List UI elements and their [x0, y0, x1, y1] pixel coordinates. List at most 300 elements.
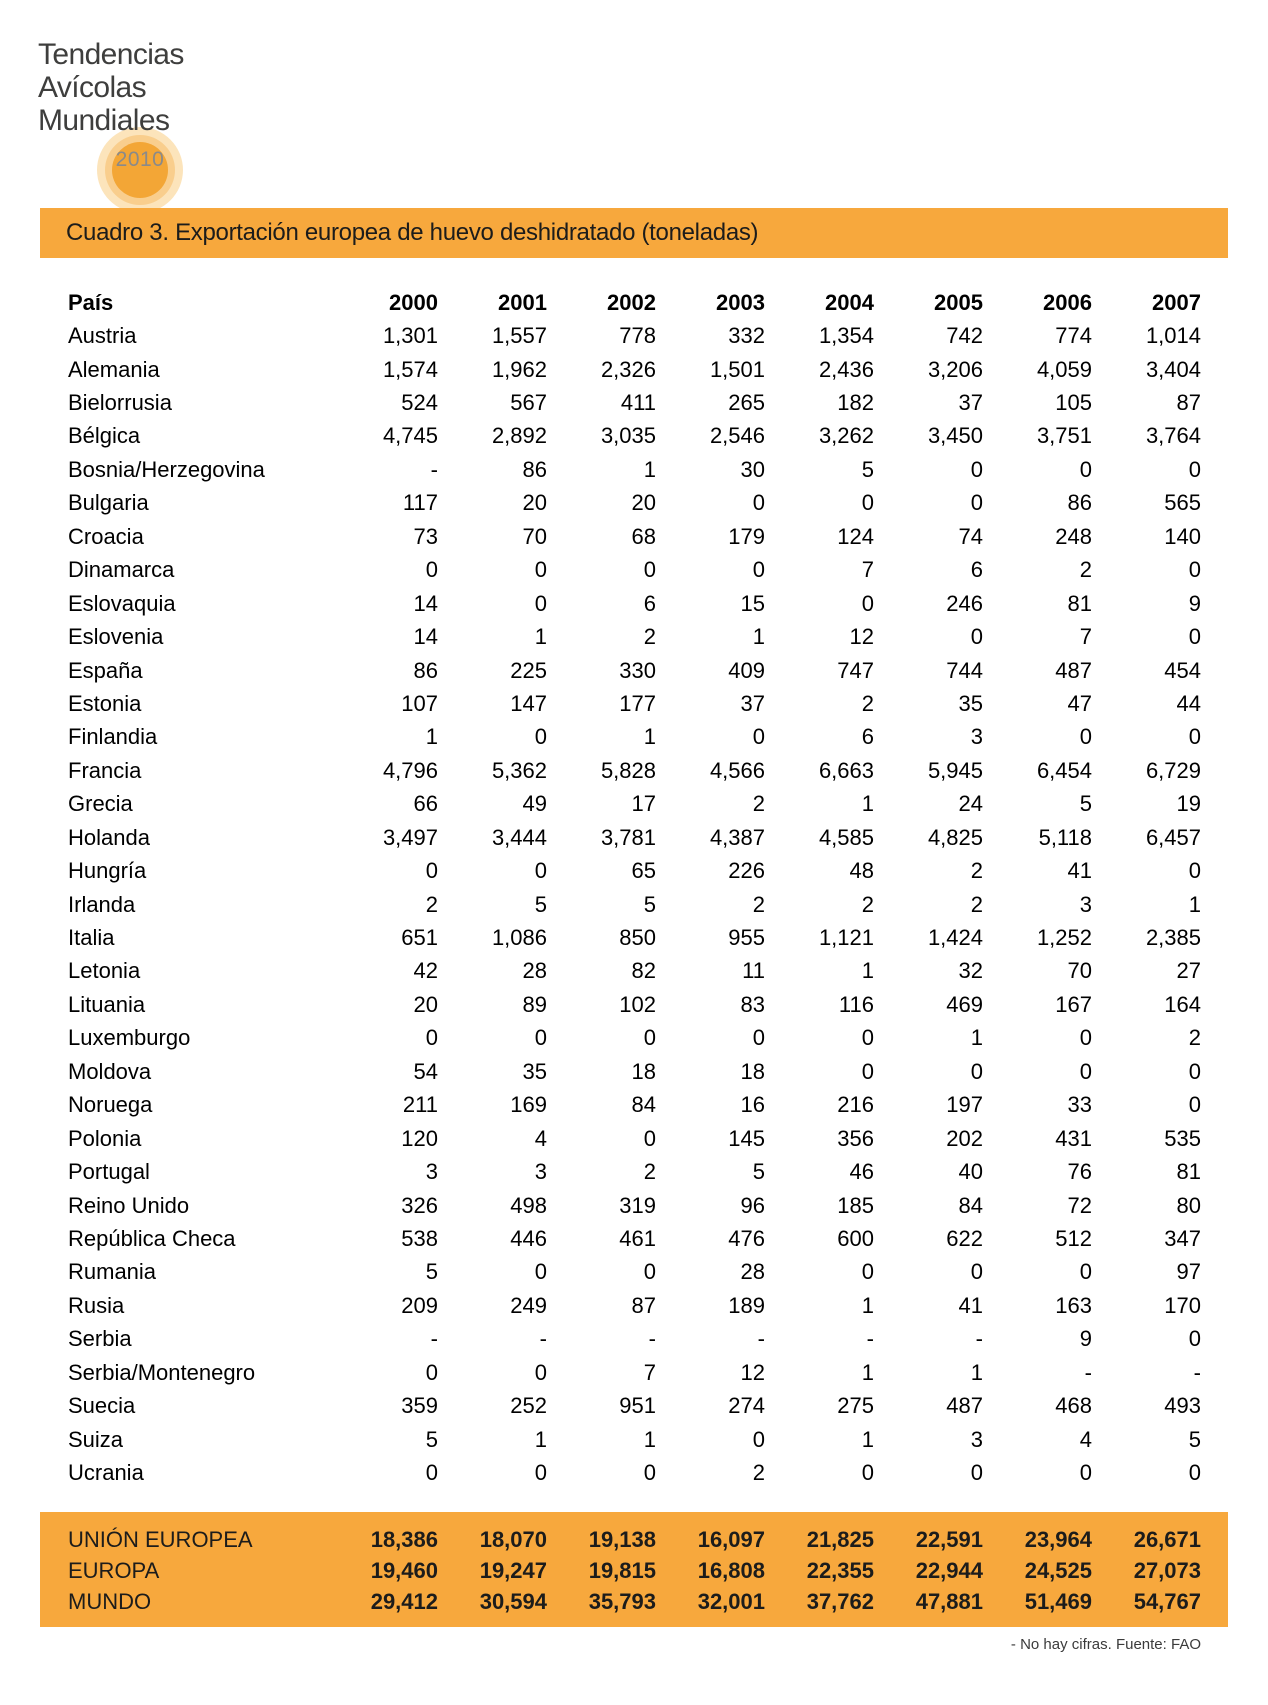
value-cell: 3,206 — [927, 356, 983, 382]
country-name: Ucrania — [68, 1460, 144, 1486]
totals-label: UNIÓN EUROPEA — [68, 1526, 253, 1552]
country-name: Finlandia — [68, 724, 158, 750]
year-column-header: 2007 — [1152, 289, 1201, 315]
value-cell: 0 — [1188, 1058, 1201, 1084]
country-name: Rumania — [68, 1259, 157, 1285]
value-cell: 102 — [619, 991, 656, 1017]
table-row — [68, 1122, 1201, 1155]
table-row — [68, 1256, 1201, 1289]
country-name: Moldova — [68, 1058, 152, 1084]
value-cell: 117 — [402, 490, 438, 516]
value-cell: 86 — [1067, 490, 1092, 516]
value-cell: 498 — [510, 1192, 547, 1218]
totals-value-cell: 37,762 — [806, 1588, 874, 1614]
value-cell: 0 — [752, 1025, 765, 1051]
totals-value-cell: 54,767 — [1133, 1588, 1201, 1614]
country-name: Italia — [68, 925, 115, 951]
value-cell: 0 — [425, 1025, 438, 1051]
logo-line-3: Mundiales — [38, 104, 170, 137]
country-name: Luxemburgo — [68, 1025, 191, 1051]
value-cell: 3,764 — [1145, 423, 1201, 449]
country-name: Serbia/Montenegro — [68, 1359, 256, 1385]
value-cell: 5,945 — [927, 757, 983, 783]
value-cell: - — [648, 1326, 656, 1352]
value-cell: 347 — [1164, 1225, 1201, 1251]
country-name: Hungría — [68, 858, 147, 884]
value-cell: 265 — [728, 390, 765, 416]
value-cell: 744 — [946, 657, 983, 683]
totals-value-cell: 51,469 — [1024, 1588, 1092, 1614]
value-cell: 0 — [1079, 1259, 1092, 1285]
value-cell: 3,781 — [600, 824, 656, 850]
country-name: Bulgaria — [68, 490, 149, 516]
value-cell: 124 — [837, 523, 874, 549]
value-cell: 1 — [752, 624, 765, 650]
value-cell: 0 — [1188, 724, 1201, 750]
value-cell: 2,385 — [1145, 925, 1201, 951]
value-cell: 145 — [728, 1125, 765, 1151]
value-cell: 20 — [413, 991, 438, 1017]
value-cell: 70 — [1067, 958, 1092, 984]
value-cell: 163 — [1055, 1292, 1092, 1318]
value-cell: 275 — [837, 1393, 874, 1419]
year-column-header: 2004 — [825, 289, 874, 315]
totals-value-cell: 22,355 — [806, 1557, 874, 1583]
totals-value-cell: 32,001 — [697, 1588, 765, 1614]
value-cell: 11 — [742, 958, 765, 984]
logo-line-2: Avícolas — [38, 71, 147, 104]
value-cell: 5 — [752, 1159, 765, 1185]
value-cell: 20 — [522, 490, 547, 516]
value-cell: 5,362 — [491, 757, 547, 783]
value-cell: 2 — [643, 1159, 656, 1185]
value-cell: 0 — [643, 1460, 656, 1486]
value-cell: 651 — [401, 925, 438, 951]
value-cell: 0 — [1188, 858, 1201, 884]
value-cell: 2 — [425, 891, 438, 917]
table-row — [68, 1389, 1201, 1422]
value-cell: 74 — [958, 523, 983, 549]
value-cell: 5 — [643, 891, 656, 917]
table-row — [68, 1356, 1201, 1389]
value-cell: 7 — [861, 557, 874, 583]
table-row — [68, 520, 1201, 553]
value-cell: 54 — [413, 1058, 438, 1084]
value-cell: 2 — [752, 1460, 765, 1486]
value-cell: 66 — [413, 791, 438, 817]
value-cell: 538 — [401, 1225, 438, 1251]
value-cell: 202 — [946, 1125, 983, 1151]
value-cell: 1,252 — [1036, 925, 1092, 951]
value-cell: 1,962 — [491, 356, 547, 382]
value-cell: 0 — [425, 1359, 438, 1385]
table-caption-bar — [40, 208, 1228, 258]
totals-value-cell: 30,594 — [479, 1588, 547, 1614]
value-cell: 4,387 — [709, 824, 765, 850]
value-cell: 81 — [1176, 1159, 1201, 1185]
table-row — [68, 1155, 1201, 1188]
value-cell: 330 — [619, 657, 656, 683]
value-cell: 24 — [958, 791, 983, 817]
value-cell: 326 — [401, 1192, 438, 1218]
value-cell: 0 — [1188, 456, 1201, 482]
value-cell: 274 — [728, 1393, 765, 1419]
totals-label: MUNDO — [68, 1588, 152, 1614]
value-cell: 0 — [534, 724, 547, 750]
value-cell: 1,424 — [927, 925, 983, 951]
value-cell: 0 — [1079, 1058, 1092, 1084]
value-cell: 37 — [958, 390, 983, 416]
value-cell: 0 — [534, 557, 547, 583]
totals-row — [68, 1586, 1201, 1617]
country-name: Serbia — [68, 1326, 132, 1352]
value-cell: 30 — [740, 456, 765, 482]
value-cell: 1 — [861, 958, 874, 984]
value-cell: 0 — [1079, 1025, 1092, 1051]
value-cell: 2 — [1188, 1025, 1201, 1051]
value-cell: 1 — [861, 1292, 874, 1318]
value-cell: 567 — [510, 390, 547, 416]
value-cell: 28 — [522, 958, 547, 984]
value-cell: 17 — [631, 791, 656, 817]
value-cell: 185 — [837, 1192, 874, 1218]
table-row — [68, 587, 1201, 620]
value-cell: 0 — [752, 490, 765, 516]
value-cell: 951 — [619, 1393, 656, 1419]
value-cell: 5 — [1079, 791, 1092, 817]
value-cell: 3 — [970, 1426, 983, 1452]
value-cell: - — [539, 1326, 547, 1352]
value-cell: 37 — [740, 690, 765, 716]
country-name: Estonia — [68, 690, 142, 716]
value-cell: 0 — [425, 557, 438, 583]
value-cell: 2 — [752, 791, 765, 817]
table-row — [68, 453, 1201, 486]
value-cell: 3,035 — [600, 423, 656, 449]
value-cell: 565 — [1164, 490, 1201, 516]
totals-value-cell: 19,138 — [588, 1526, 656, 1552]
table-row — [68, 821, 1201, 854]
value-cell: 84 — [958, 1192, 983, 1218]
value-cell: 96 — [740, 1192, 765, 1218]
value-cell: 216 — [837, 1092, 874, 1118]
value-cell: 189 — [728, 1292, 765, 1318]
value-cell: 0 — [1188, 1326, 1201, 1352]
country-name: Eslovenia — [68, 624, 164, 650]
totals-row — [68, 1524, 1201, 1555]
table-row — [68, 1022, 1201, 1055]
totals-value-cell: 35,793 — [588, 1588, 656, 1614]
value-cell: 3 — [425, 1159, 438, 1185]
table-row — [68, 1423, 1201, 1456]
value-cell: 0 — [1188, 1092, 1201, 1118]
value-cell: 524 — [401, 390, 438, 416]
value-cell: 3,404 — [1145, 356, 1201, 382]
value-cell: 70 — [522, 523, 547, 549]
value-cell: 1,086 — [491, 925, 547, 951]
value-cell: 1 — [861, 791, 874, 817]
value-cell: 4,745 — [382, 423, 438, 449]
value-cell: 487 — [1055, 657, 1092, 683]
value-cell: 0 — [752, 1426, 765, 1452]
value-cell: 211 — [402, 1092, 438, 1118]
value-cell: 356 — [837, 1125, 874, 1151]
value-cell: 5 — [425, 1259, 438, 1285]
value-cell: 4,059 — [1036, 356, 1092, 382]
value-cell: 850 — [619, 925, 656, 951]
country-name: Austria — [68, 323, 137, 349]
table-row — [68, 554, 1201, 587]
value-cell: 7 — [643, 1359, 656, 1385]
country-name: Holanda — [68, 824, 150, 850]
table-row — [68, 386, 1201, 419]
value-cell: 18 — [740, 1058, 765, 1084]
value-cell: 80 — [1176, 1192, 1201, 1218]
publication-logo — [38, 38, 184, 137]
value-cell: 140 — [1164, 523, 1201, 549]
totals-value-cell: 19,247 — [479, 1557, 547, 1583]
value-cell: 169 — [510, 1092, 547, 1118]
totals-row — [68, 1555, 1201, 1586]
value-cell: 0 — [970, 624, 983, 650]
value-cell: 600 — [837, 1225, 874, 1251]
value-cell: 461 — [619, 1225, 656, 1251]
value-cell: 747 — [837, 657, 874, 683]
value-cell: 0 — [861, 590, 874, 616]
value-cell: 0 — [643, 1125, 656, 1151]
value-cell: 0 — [861, 1025, 874, 1051]
value-cell: 446 — [510, 1225, 547, 1251]
value-cell: 6,457 — [1145, 824, 1201, 850]
value-cell: 18 — [631, 1058, 656, 1084]
country-name: Bosnia/Herzegovina — [68, 456, 265, 482]
table-row — [68, 654, 1201, 687]
table-row — [68, 888, 1201, 921]
value-cell: 116 — [838, 991, 874, 1017]
value-cell: 68 — [631, 523, 656, 549]
value-cell: 41 — [958, 1292, 983, 1318]
country-name: Suecia — [68, 1393, 136, 1419]
totals-value-cell: 18,386 — [370, 1526, 438, 1552]
value-cell: 84 — [631, 1092, 656, 1118]
year-column-header: 2000 — [389, 289, 438, 315]
table-row — [68, 620, 1201, 653]
totals-bar — [40, 1512, 1228, 1627]
value-cell: 1 — [534, 1426, 547, 1452]
value-cell: - — [975, 1326, 983, 1352]
value-cell: 411 — [620, 390, 656, 416]
value-cell: 0 — [643, 1259, 656, 1285]
value-cell: 179 — [728, 523, 765, 549]
value-cell: - — [757, 1326, 765, 1352]
value-cell: 1,557 — [491, 323, 547, 349]
value-cell: 177 — [619, 690, 656, 716]
logo-year-badge: 2010 — [115, 148, 165, 171]
totals-value-cell: 22,944 — [915, 1557, 983, 1583]
value-cell: 468 — [1055, 1393, 1092, 1419]
value-cell: 225 — [510, 657, 547, 683]
value-cell: 44 — [1176, 690, 1201, 716]
table-row — [68, 854, 1201, 887]
value-cell: 742 — [946, 323, 983, 349]
value-cell: 2,436 — [818, 356, 874, 382]
value-cell: 35 — [958, 690, 983, 716]
value-cell: 170 — [1164, 1292, 1201, 1318]
value-cell: 0 — [1079, 1460, 1092, 1486]
value-cell: 0 — [534, 1359, 547, 1385]
value-cell: 1,014 — [1145, 323, 1201, 349]
value-cell: 0 — [1188, 624, 1201, 650]
year-column-header: 2006 — [1043, 289, 1092, 315]
value-cell: 12 — [740, 1359, 765, 1385]
value-cell: 20 — [631, 490, 656, 516]
totals-value-cell: 16,097 — [697, 1526, 765, 1552]
country-name: Lituania — [68, 991, 146, 1017]
table-row — [68, 420, 1201, 453]
totals-value-cell: 21,825 — [806, 1526, 874, 1552]
country-name: Alemania — [68, 356, 160, 382]
totals-value-cell: 19,815 — [588, 1557, 656, 1583]
value-cell: 0 — [534, 1025, 547, 1051]
value-cell: 82 — [631, 958, 656, 984]
table-row — [68, 687, 1201, 720]
value-cell: 2 — [970, 858, 983, 884]
value-cell: 1,574 — [382, 356, 438, 382]
value-cell: 4,796 — [382, 757, 438, 783]
value-cell: 19 — [1176, 791, 1201, 817]
value-cell: 42 — [413, 958, 438, 984]
table-row — [68, 1189, 1201, 1222]
value-cell: 535 — [1164, 1125, 1201, 1151]
table-row — [68, 788, 1201, 821]
value-cell: 73 — [413, 523, 438, 549]
country-name: Grecia — [68, 791, 133, 817]
value-cell: 252 — [510, 1393, 547, 1419]
value-cell: 3,751 — [1036, 423, 1092, 449]
value-cell: 3 — [1079, 891, 1092, 917]
value-cell: 86 — [522, 456, 547, 482]
value-cell: 0 — [970, 1460, 983, 1486]
value-cell: 5,828 — [600, 757, 656, 783]
value-cell: 1 — [970, 1025, 983, 1051]
value-cell: 0 — [643, 1025, 656, 1051]
country-column-header: País — [68, 289, 114, 315]
table-row — [68, 988, 1201, 1021]
value-cell: 167 — [1055, 991, 1092, 1017]
value-cell: 0 — [534, 590, 547, 616]
year-column-header: 2003 — [716, 289, 765, 315]
totals-label: EUROPA — [68, 1557, 160, 1583]
value-cell: - — [866, 1326, 874, 1352]
value-cell: 48 — [849, 858, 874, 884]
value-cell: 81 — [1067, 590, 1092, 616]
value-cell: 359 — [401, 1393, 438, 1419]
value-cell: 4,585 — [818, 824, 874, 850]
value-cell: 0 — [970, 490, 983, 516]
value-cell: 1,501 — [709, 356, 765, 382]
value-cell: - — [430, 1326, 438, 1352]
value-cell: 15 — [740, 590, 765, 616]
value-cell: 1 — [643, 456, 656, 482]
value-cell: 512 — [1055, 1225, 1092, 1251]
value-cell: 1 — [425, 724, 438, 750]
totals-value-cell: 16,808 — [697, 1557, 765, 1583]
value-cell: 1 — [534, 624, 547, 650]
table-row — [68, 721, 1201, 754]
value-cell: 3 — [534, 1159, 547, 1185]
value-cell: 5 — [1188, 1426, 1201, 1452]
table-caption: Cuadro 3. Exportación europea de huevo deshidratado (toneladas) — [66, 219, 759, 246]
value-cell: 41 — [1067, 858, 1092, 884]
value-cell: 65 — [631, 858, 656, 884]
value-cell: 2 — [752, 891, 765, 917]
value-cell: 248 — [1055, 523, 1092, 549]
value-cell: 0 — [534, 1460, 547, 1486]
value-cell: 6 — [643, 590, 656, 616]
totals-value-cell: 24,525 — [1024, 1557, 1092, 1583]
value-cell: 778 — [619, 323, 656, 349]
value-cell: 107 — [401, 690, 438, 716]
value-cell: 1,354 — [818, 323, 874, 349]
value-cell: 7 — [1079, 624, 1092, 650]
value-cell: 5 — [534, 891, 547, 917]
value-cell: 76 — [1067, 1159, 1092, 1185]
value-cell: 35 — [522, 1058, 547, 1084]
value-cell: 0 — [425, 858, 438, 884]
value-cell: 469 — [946, 991, 983, 1017]
value-cell: 97 — [1176, 1259, 1201, 1285]
value-cell: 409 — [728, 657, 765, 683]
totals-value-cell: 26,671 — [1133, 1526, 1201, 1552]
value-cell: 1 — [861, 1426, 874, 1452]
value-cell: 2 — [1079, 557, 1092, 583]
value-cell: 86 — [413, 657, 438, 683]
value-cell: 28 — [740, 1259, 765, 1285]
value-cell: 319 — [619, 1192, 656, 1218]
country-name: Letonia — [68, 958, 141, 984]
value-cell: 1 — [861, 1359, 874, 1385]
value-cell: 105 — [1055, 390, 1092, 416]
totals-table — [68, 1524, 1201, 1617]
value-cell: 2,546 — [709, 423, 765, 449]
table-header-row — [68, 286, 1201, 319]
value-cell: - — [1193, 1359, 1201, 1385]
value-cell: 454 — [1164, 657, 1201, 683]
value-cell: 774 — [1055, 323, 1092, 349]
value-cell: 2 — [970, 891, 983, 917]
value-cell: 0 — [970, 1058, 983, 1084]
table-row — [68, 1089, 1201, 1122]
value-cell: 226 — [728, 858, 765, 884]
table-row — [68, 1323, 1201, 1356]
totals-value-cell: 29,412 — [370, 1588, 438, 1614]
value-cell: 476 — [728, 1225, 765, 1251]
country-name: Dinamarca — [68, 557, 175, 583]
country-name: Suiza — [68, 1426, 124, 1452]
country-name: Eslovaquia — [68, 590, 176, 616]
value-cell: 2 — [643, 624, 656, 650]
value-cell: 3,497 — [382, 824, 438, 850]
value-cell: 33 — [1067, 1092, 1092, 1118]
value-cell: 0 — [861, 1259, 874, 1285]
table-row — [68, 754, 1201, 787]
value-cell: 2,326 — [600, 356, 656, 382]
value-cell: 16 — [740, 1092, 765, 1118]
value-cell: 14 — [413, 624, 438, 650]
value-cell: 6,663 — [818, 757, 874, 783]
country-name: República Checa — [68, 1225, 236, 1251]
value-cell: 9 — [1188, 590, 1201, 616]
